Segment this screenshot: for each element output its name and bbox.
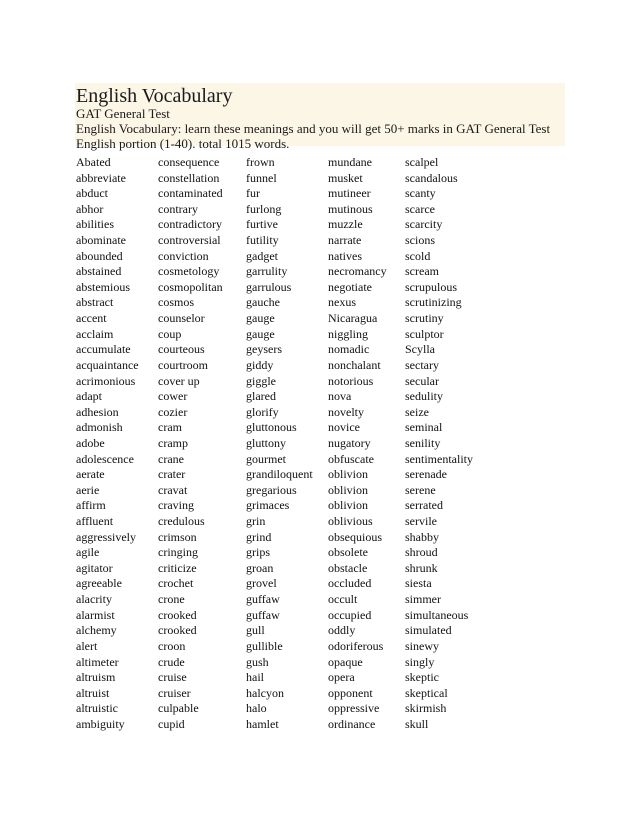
vocab-word: agitator	[76, 560, 113, 575]
word-column-1	[76, 155, 139, 733]
vocab-word: coup	[158, 326, 182, 341]
vocab-word: altimeter	[76, 654, 119, 669]
vocab-word: negotiate	[328, 279, 372, 294]
vocab-word: mutinous	[328, 201, 373, 216]
vocab-word: occupied	[328, 607, 372, 622]
vocab-word: cower	[158, 389, 188, 404]
vocab-word: scream	[405, 264, 439, 279]
vocab-word: cram	[158, 420, 182, 435]
vocab-word: grovel	[246, 576, 277, 591]
vocab-word: acclaim	[76, 326, 114, 341]
vocab-word: senility	[405, 435, 441, 450]
vocab-word: crude	[158, 654, 185, 669]
vocab-word: conviction	[158, 248, 209, 263]
vocab-word: sculptor	[405, 326, 444, 341]
vocab-word: halo	[246, 701, 267, 716]
vocab-word: narrate	[328, 233, 362, 248]
vocab-word: courteous	[158, 342, 205, 357]
vocab-word: hamlet	[246, 716, 279, 731]
vocab-word: gauge	[246, 326, 275, 341]
vocab-word: scrupulous	[405, 279, 457, 294]
vocab-word: giddy	[246, 357, 274, 372]
vocab-word: cosmos	[158, 295, 194, 310]
vocab-word: oblivion	[328, 467, 369, 482]
vocab-word: admonish	[76, 420, 123, 435]
word-column-5	[405, 155, 473, 733]
vocab-word: skeptic	[405, 670, 439, 685]
vocab-word: oddly	[328, 623, 356, 638]
vocab-word: cruiser	[158, 685, 191, 700]
vocab-word: adhesion	[76, 404, 119, 419]
vocab-word: skirmish	[405, 701, 447, 716]
vocab-word: sinewy	[405, 638, 439, 653]
vocab-word: simulated	[405, 623, 452, 638]
vocab-word: niggling	[328, 326, 369, 341]
vocab-word: abstract	[76, 295, 114, 310]
vocab-word: ordinance	[328, 716, 376, 731]
vocab-word: scandalous	[405, 170, 458, 185]
vocab-word: criticize	[158, 560, 197, 575]
vocab-word: shroud	[405, 545, 438, 560]
vocab-word: cupid	[158, 716, 185, 731]
vocab-word: adobe	[76, 435, 105, 450]
vocab-word: oppressive	[328, 701, 380, 716]
vocab-word: garrulity	[246, 264, 288, 279]
vocab-word: secular	[405, 373, 439, 388]
vocab-word: controversial	[158, 233, 221, 248]
vocab-word: oblivion	[328, 482, 369, 497]
vocab-word: gourmet	[246, 451, 286, 466]
vocab-word: shrunk	[405, 560, 438, 575]
vocab-word: alarmist	[76, 607, 115, 622]
vocab-word: sedulity	[405, 389, 443, 404]
vocab-word: abduct	[76, 186, 108, 201]
vocab-word: opaque	[328, 654, 363, 669]
vocab-word: ambiguity	[76, 716, 125, 731]
document-title: English Vocabulary	[76, 85, 233, 107]
vocab-word: gull	[246, 623, 265, 638]
vocab-word: hail	[246, 670, 264, 685]
description-line: English Vocabulary: learn these meanings and you will get 50+ marks in GAT General Test	[76, 121, 551, 136]
vocab-word: grandiloquent	[246, 467, 313, 482]
vocab-word: sentimentality	[405, 451, 473, 466]
vocab-word: croon	[158, 638, 186, 653]
vocab-word: accumulate	[76, 342, 131, 357]
vocab-word: scrutiny	[405, 311, 444, 326]
vocab-word: abominate	[76, 233, 126, 248]
vocab-word: opponent	[328, 685, 373, 700]
vocab-word: furtive	[246, 217, 278, 232]
vocab-word: halcyon	[246, 685, 284, 700]
vocab-word: courtroom	[158, 357, 208, 372]
vocab-word: gregarious	[246, 482, 297, 497]
vocab-word: funnel	[246, 170, 277, 185]
vocab-word: gauche	[246, 295, 280, 310]
vocab-word: skull	[405, 716, 429, 731]
vocab-word: muzzle	[328, 217, 363, 232]
vocab-word: obfuscate	[328, 451, 374, 466]
vocab-word: scions	[405, 233, 435, 248]
vocab-word: craving	[158, 498, 194, 513]
vocab-word: furlong	[246, 201, 282, 216]
vocab-word: acquaintance	[76, 357, 139, 372]
vocab-word: guffaw	[246, 607, 280, 622]
vocab-word: occluded	[328, 576, 372, 591]
vocab-word: agile	[76, 545, 100, 560]
vocab-word: giggle	[246, 373, 276, 388]
vocab-word: crooked	[158, 623, 197, 638]
vocab-word: necromancy	[328, 264, 387, 279]
vocab-word: simultaneous	[405, 607, 469, 622]
vocab-word: cruise	[158, 670, 187, 685]
vocab-word: altruism	[76, 670, 116, 685]
vocab-word: groan	[246, 560, 274, 575]
vocab-word: contrary	[158, 201, 198, 216]
vocab-word: cosmetology	[158, 264, 220, 279]
vocab-word: musket	[328, 170, 363, 185]
vocab-word: nova	[328, 389, 352, 404]
vocab-word: guffaw	[246, 592, 280, 607]
vocab-word: opera	[328, 670, 355, 685]
vocab-word: frown	[246, 155, 275, 169]
vocab-word: geysers	[246, 342, 282, 357]
vocab-word: grind	[246, 529, 272, 544]
vocab-word: sectary	[405, 357, 439, 372]
vocab-word: siesta	[405, 576, 432, 591]
vocab-word: singly	[405, 654, 435, 669]
vocab-word: grimaces	[246, 498, 290, 513]
vocab-word: adapt	[76, 389, 102, 404]
vocab-word: natives	[328, 248, 362, 263]
vocab-word: obstacle	[328, 560, 368, 575]
vocab-word: futility	[246, 233, 279, 248]
vocab-word: nomadic	[328, 342, 370, 357]
vocab-word: cringing	[158, 545, 198, 560]
vocab-word: affirm	[76, 498, 106, 513]
vocab-word: abounded	[76, 248, 123, 263]
vocab-word: glorify	[246, 404, 279, 419]
vocab-word: aerate	[76, 467, 105, 482]
vocab-word: culpable	[158, 701, 199, 716]
vocab-word: grin	[246, 514, 266, 529]
word-column-3	[246, 155, 313, 733]
vocab-word: scanty	[405, 186, 436, 201]
vocab-word: credulous	[158, 514, 205, 529]
vocab-word: crone	[158, 592, 185, 607]
vocab-word: adolescence	[76, 451, 134, 466]
vocab-word: abstained	[76, 264, 122, 279]
vocab-word: aggressively	[76, 529, 136, 544]
vocab-word: gluttony	[246, 435, 287, 450]
vocab-word: seminal	[405, 420, 443, 435]
vocab-word: Nicaragua	[328, 311, 378, 326]
vocab-word: gauge	[246, 311, 275, 326]
vocab-word: mutineer	[328, 186, 371, 201]
vocab-word: notorious	[328, 373, 374, 388]
vocab-word: novelty	[328, 404, 364, 419]
vocab-word: altruistic	[76, 701, 118, 716]
vocab-word: novice	[328, 420, 360, 435]
vocab-word: serenade	[405, 467, 447, 482]
vocab-word: glared	[246, 389, 276, 404]
vocab-word: grips	[246, 545, 270, 560]
vocab-word: serene	[405, 482, 436, 497]
vocab-word: crater	[158, 467, 186, 482]
vocab-word: scold	[405, 248, 431, 263]
vocab-word: acrimonious	[76, 373, 136, 388]
word-column-2	[158, 155, 223, 733]
vocab-word: crane	[158, 451, 184, 466]
vocab-word: gullible	[246, 638, 283, 653]
vocab-word: constellation	[158, 170, 220, 185]
vocab-word: agreeable	[76, 576, 122, 591]
vocab-word: seize	[405, 404, 429, 419]
vocab-word: abbreviate	[76, 170, 126, 185]
vocab-word: shabby	[405, 529, 439, 544]
vocab-word: accent	[76, 311, 107, 326]
vocab-word: alchemy	[76, 623, 117, 638]
vocab-word: obsolete	[328, 545, 368, 560]
vocab-word: aerie	[76, 482, 100, 497]
vocab-word: scrutinizing	[405, 295, 462, 310]
vocab-word: Scylla	[405, 342, 435, 357]
vocab-word: cover up	[158, 373, 200, 388]
vocab-word: gluttonous	[246, 420, 297, 435]
vocab-word: skeptical	[405, 685, 448, 700]
vocab-word: gush	[246, 654, 269, 669]
vocab-word: garrulous	[246, 279, 292, 294]
vocab-word: occult	[328, 592, 358, 607]
vocab-word: crochet	[158, 576, 194, 591]
vocab-word: affluent	[76, 514, 114, 529]
vocab-word: odoriferous	[328, 638, 384, 653]
word-column-4	[328, 155, 387, 733]
vocab-word: simmer	[405, 592, 441, 607]
vocab-word: scarce	[405, 201, 435, 216]
vocab-word: crooked	[158, 607, 197, 622]
vocab-word: serrated	[405, 498, 443, 513]
vocab-word: fur	[246, 186, 260, 201]
vocab-word: scarcity	[405, 217, 443, 232]
vocab-word: crimson	[158, 529, 197, 544]
vocab-word: cramp	[158, 435, 188, 450]
portion-info: English portion (1-40). total 1015 words.	[76, 136, 290, 151]
vocab-word: oblivious	[328, 514, 373, 529]
vocab-word: obsequious	[328, 529, 382, 544]
vocab-word: altruist	[76, 685, 110, 700]
test-name: GAT General Test	[76, 106, 170, 121]
vocab-word: cravat	[158, 482, 188, 497]
vocab-word: nonchalant	[328, 357, 381, 372]
vocab-word: contradictory	[158, 217, 222, 232]
vocab-word: oblivion	[328, 498, 369, 513]
vocab-word: nexus	[328, 295, 356, 310]
vocab-word: abilities	[76, 217, 114, 232]
vocab-word: alacrity	[76, 592, 112, 607]
vocab-word: consequence	[158, 155, 220, 169]
vocab-word: nugatory	[328, 435, 371, 450]
vocab-word: cosmopolitan	[158, 279, 223, 294]
vocab-word: counselor	[158, 311, 205, 326]
vocab-word: alert	[76, 638, 98, 653]
vocab-word: abhor	[76, 201, 104, 216]
vocab-word: gadget	[246, 248, 278, 263]
vocab-word: Abated	[76, 155, 111, 169]
vocab-word: mundane	[328, 155, 372, 169]
vocab-word: cozier	[158, 404, 188, 419]
vocab-word: abstemious	[76, 279, 130, 294]
vocab-word: scalpel	[405, 155, 439, 169]
vocab-word: servile	[405, 514, 437, 529]
vocab-word: contaminated	[158, 186, 223, 201]
